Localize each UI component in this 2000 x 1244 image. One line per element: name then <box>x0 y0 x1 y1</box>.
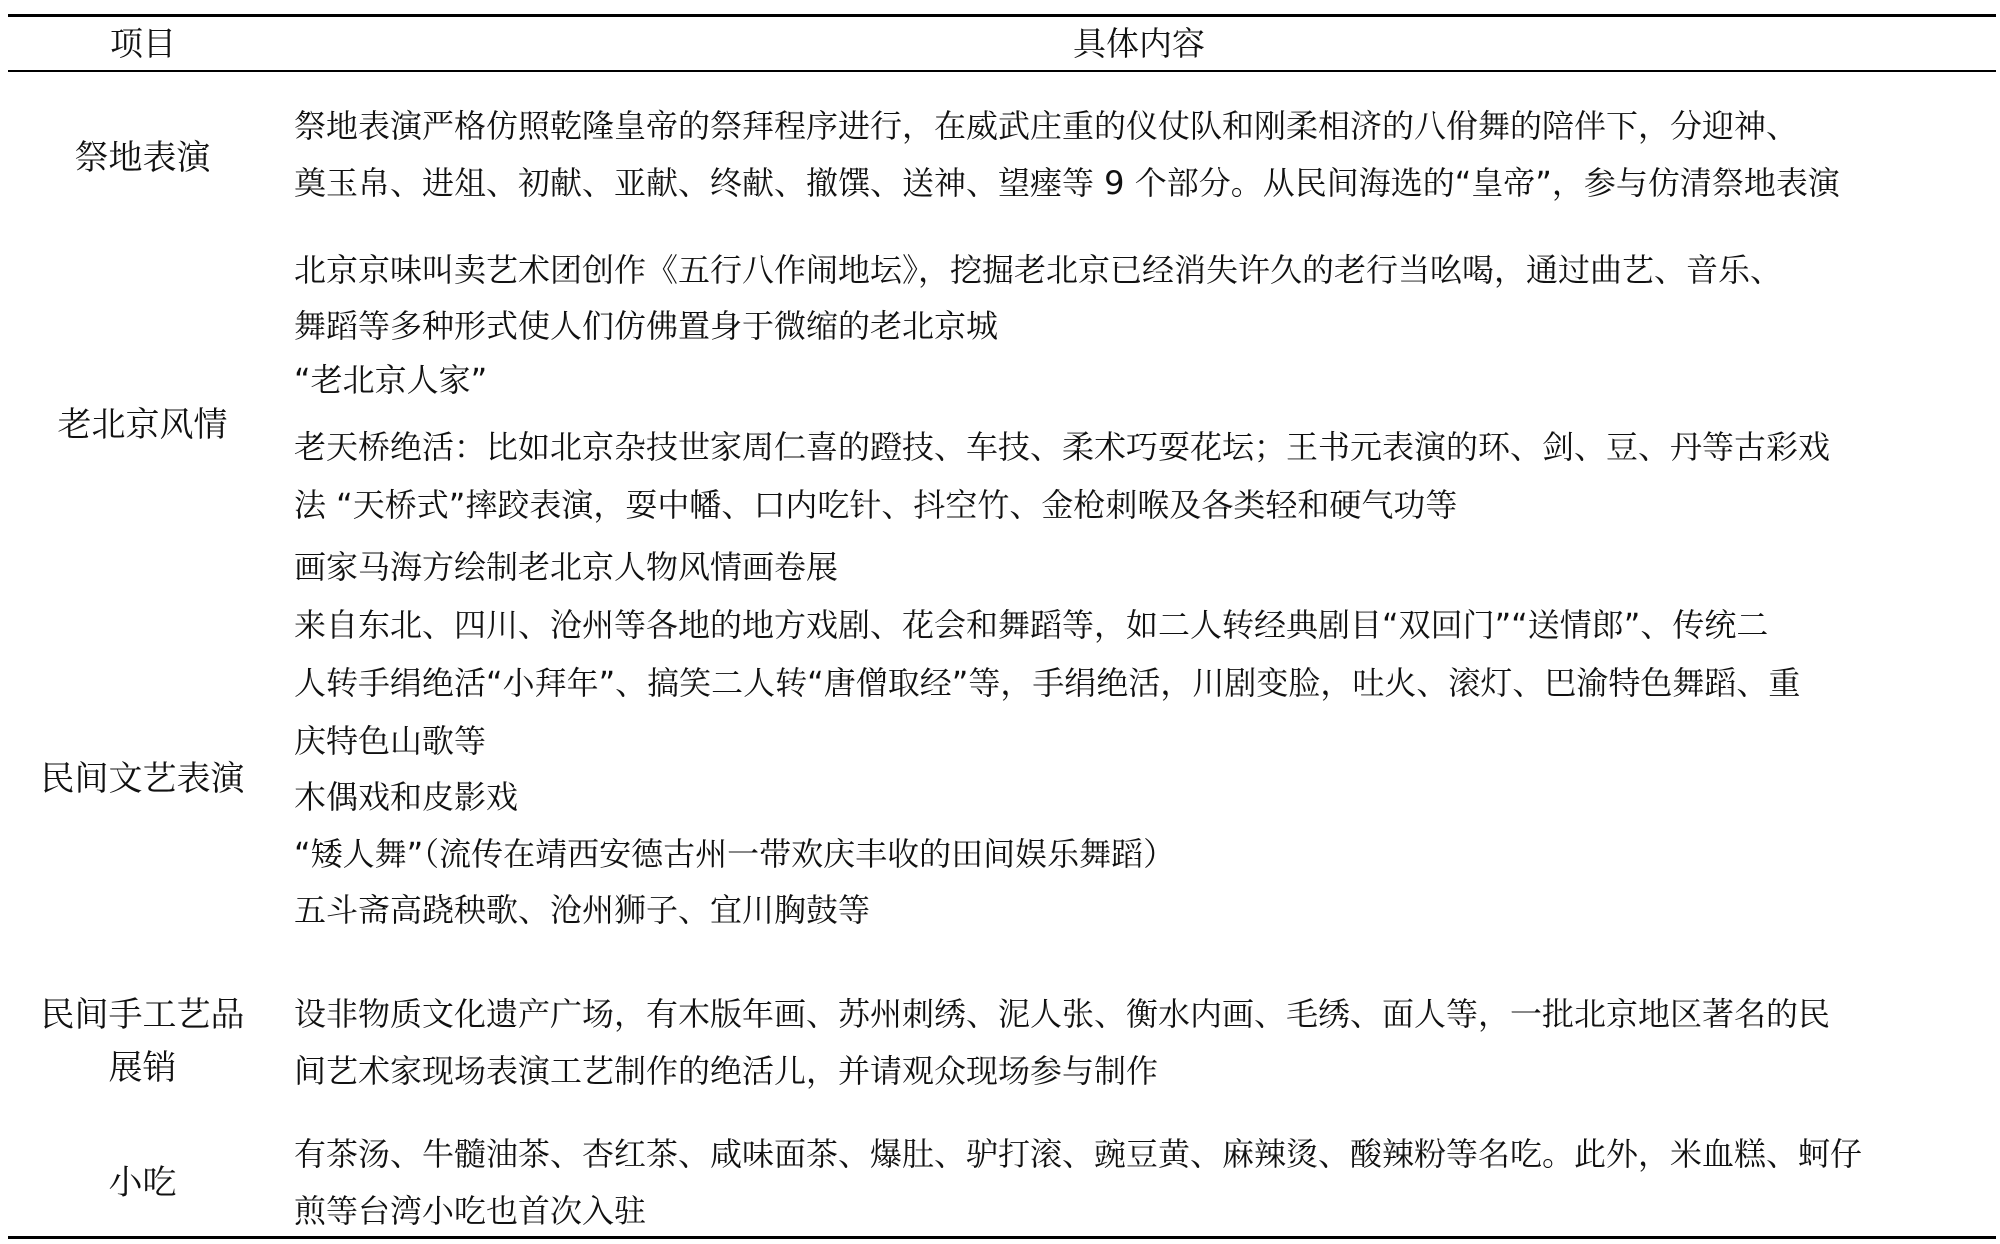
row-xiaochi-line-1: 有茶汤、牛髓油茶、杏红茶、咸味面茶、爆肚、驴打滚、豌豆黄、麻辣烫、酸辣粉等名吃。此外，米血糕、蚵仔 <box>294 1135 1863 1173</box>
row-item-minjian-wenyi: 民间文艺表演 <box>40 759 245 799</box>
row-wenyi-line-4: 木偶戏和皮影戏 <box>294 778 519 816</box>
table-header-rule <box>8 70 1996 72</box>
row-shougong-line-2: 间艺术家现场表演工艺制作的绝活儿，并请观众现场参与制作 <box>294 1052 1159 1090</box>
row-item-shougong-line-2: 展销 <box>108 1048 177 1088</box>
row-shougong-line-1: 设非物质文化遗产广场，有木版年画、苏州刺绣、泥人张、衡水内画、毛绣、面人等，一批北京地区著名的民 <box>294 995 1831 1033</box>
table-bottom-rule <box>8 1236 1996 1239</box>
row-laobeijing-line-1: 北京京味叫卖艺术团创作《五行八作闹地坛》，挖掘老北京已经消失许久的老行当吆喝，通过曲艺、音乐、 <box>294 251 1783 289</box>
row-jidi-line-1: 祭地表演严格仿照乾隆皇帝的祭拜程序进行，在威武庄重的仪仗队和刚柔相济的八佾舞的陪伴下，分迎神、 <box>294 107 1799 145</box>
row-laobeijing-line-3: “老北京人家” <box>294 361 488 399</box>
row-wenyi-line-3: 庆特色山歌等 <box>294 722 487 760</box>
row-laobeijing-line-6: 画家马海方绘制老北京人物风情画卷展 <box>294 548 839 586</box>
row-jidi-line-2: 奠玉帛、进俎、初献、亚献、终献、撤馔、送神、望瘗等 9 个部分。从民间海选的“皇帝”，参与仿清祭地表演 <box>294 164 1840 202</box>
row-wenyi-line-5: “矮人舞”（流传在靖西安德古州一带欢庆丰收的田间娱乐舞蹈） <box>294 835 1176 873</box>
row-item-xiaochi: 小吃 <box>108 1163 177 1203</box>
row-item-shougong-line-1: 民间手工艺品 <box>40 995 245 1035</box>
row-laobeijing-line-5: 法 “天桥式”摔跤表演，耍中幡、口内吃针、抖空竹、金枪刺喉及各类轻和硬气功等 <box>294 486 1458 524</box>
row-laobeijing-line-4: 老天桥绝活：比如北京杂技世家周仁喜的蹬技、车技、柔术巧耍花坛；王书元表演的环、剑、豆、丹等古彩戏 <box>294 428 1831 466</box>
table-top-rule <box>8 14 1996 17</box>
header-content: 具体内容 <box>1073 24 1205 63</box>
row-item-jidi: 祭地表演 <box>74 138 211 178</box>
row-wenyi-line-6: 五斗斋高跷秧歌、沧州狮子、宜川胸鼓等 <box>294 891 871 929</box>
row-item-laobeijing: 老北京风情 <box>57 405 228 445</box>
row-laobeijing-line-2: 舞蹈等多种形式使人们仿佛置身于微缩的老北京城 <box>294 307 999 345</box>
row-xiaochi-line-2: 煎等台湾小吃也首次入驻 <box>294 1192 647 1230</box>
row-wenyi-line-2: 人转手绢绝活“小拜年”、搞笑二人转“唐僧取经”等，手绢绝活，川剧变脸，吐火、滚灯、巴渝特色舞蹈、重 <box>294 664 1801 702</box>
header-item: 项目 <box>110 24 176 63</box>
row-wenyi-line-1: 来自东北、四川、沧州等各地的地方戏剧、花会和舞蹈等，如二人转经典剧目“双回门”“送情郎”、传统二 <box>294 606 1769 644</box>
